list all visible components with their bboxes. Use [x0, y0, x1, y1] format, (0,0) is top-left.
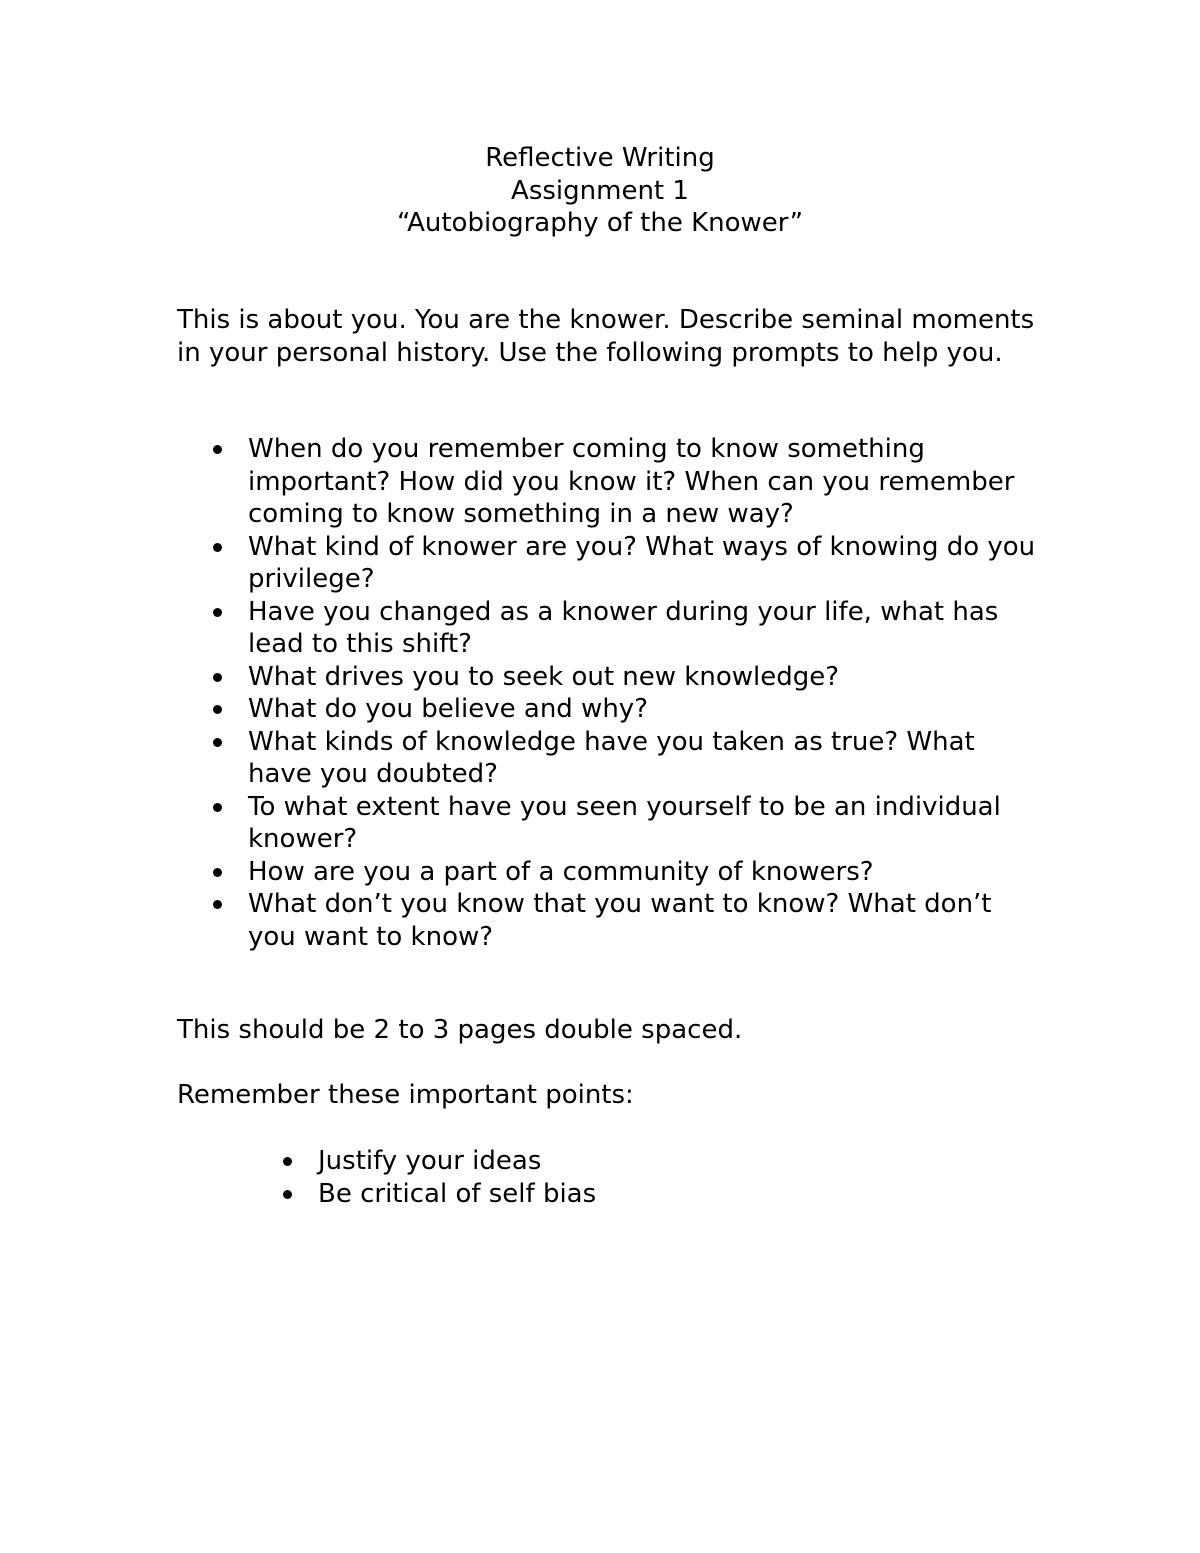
list-item: [212, 693, 1042, 726]
bullet-icon: [213, 543, 222, 552]
list-item-text: What kind of knower are you? What ways of knowing do you privilege?: [248, 531, 1036, 594]
list-item: [212, 433, 1042, 531]
important-points-list: [282, 1145, 982, 1210]
bullet-icon: [213, 900, 222, 909]
bullet-icon: [213, 705, 222, 714]
list-item: [212, 596, 1042, 661]
bullet-icon: [213, 868, 222, 877]
list-item: [282, 1178, 982, 1211]
list-item-text: When do you remember coming to know something important? How did you know it? When can you remember coming to know something in a new way?: [248, 434, 1015, 529]
list-item: [212, 856, 1042, 889]
bullet-icon: [213, 673, 222, 682]
list-item: [212, 661, 1042, 694]
list-item: [212, 531, 1042, 596]
assignment-name: “Autobiography of the Knower”: [396, 208, 804, 238]
list-item-text: What do you believe and why?: [248, 694, 648, 724]
list-item-text: To what extent have you seen yourself to be an individual knower?: [248, 791, 1001, 854]
list-item-text: How are you a part of a community of knowers?: [248, 856, 874, 887]
list-item-text: What kinds of knowledge have you taken as true? What have you doubted?: [248, 726, 975, 789]
bullet-icon: [213, 608, 222, 617]
intro-paragraph: This is about you. You are the knower. Describe seminal moments in your personal history. Use the following prompts to help you.: [177, 305, 1035, 368]
prompt-list: [212, 433, 1042, 953]
length-requirement: This should be 2 to 3 pages double spaced.: [177, 1015, 743, 1045]
list-item: [282, 1145, 982, 1178]
assignment-title: [0, 142, 1200, 240]
bullet-icon: [213, 445, 222, 454]
assignment-number: Assignment 1: [511, 175, 689, 206]
bullet-icon: [283, 1157, 292, 1166]
list-item-text: What don’t you know that you want to know? What don’t you want to know?: [248, 889, 992, 952]
list-item-text: Be critical of self bias: [318, 1178, 597, 1209]
list-item: [212, 888, 1042, 953]
course-title: Reflective Writing: [485, 143, 715, 173]
bullet-icon: [213, 803, 222, 812]
list-item-text: What drives you to seek out new knowledge?: [248, 661, 840, 692]
bullet-icon: [213, 738, 222, 747]
list-item-text: Justify your ideas: [318, 1146, 542, 1176]
remember-heading: Remember these important points:: [177, 1080, 634, 1110]
list-item: [212, 791, 1042, 856]
list-item: [212, 726, 1042, 791]
bullet-icon: [283, 1190, 292, 1199]
list-item-text: Have you changed as a knower during your life, what has lead to this shift?: [248, 596, 999, 659]
